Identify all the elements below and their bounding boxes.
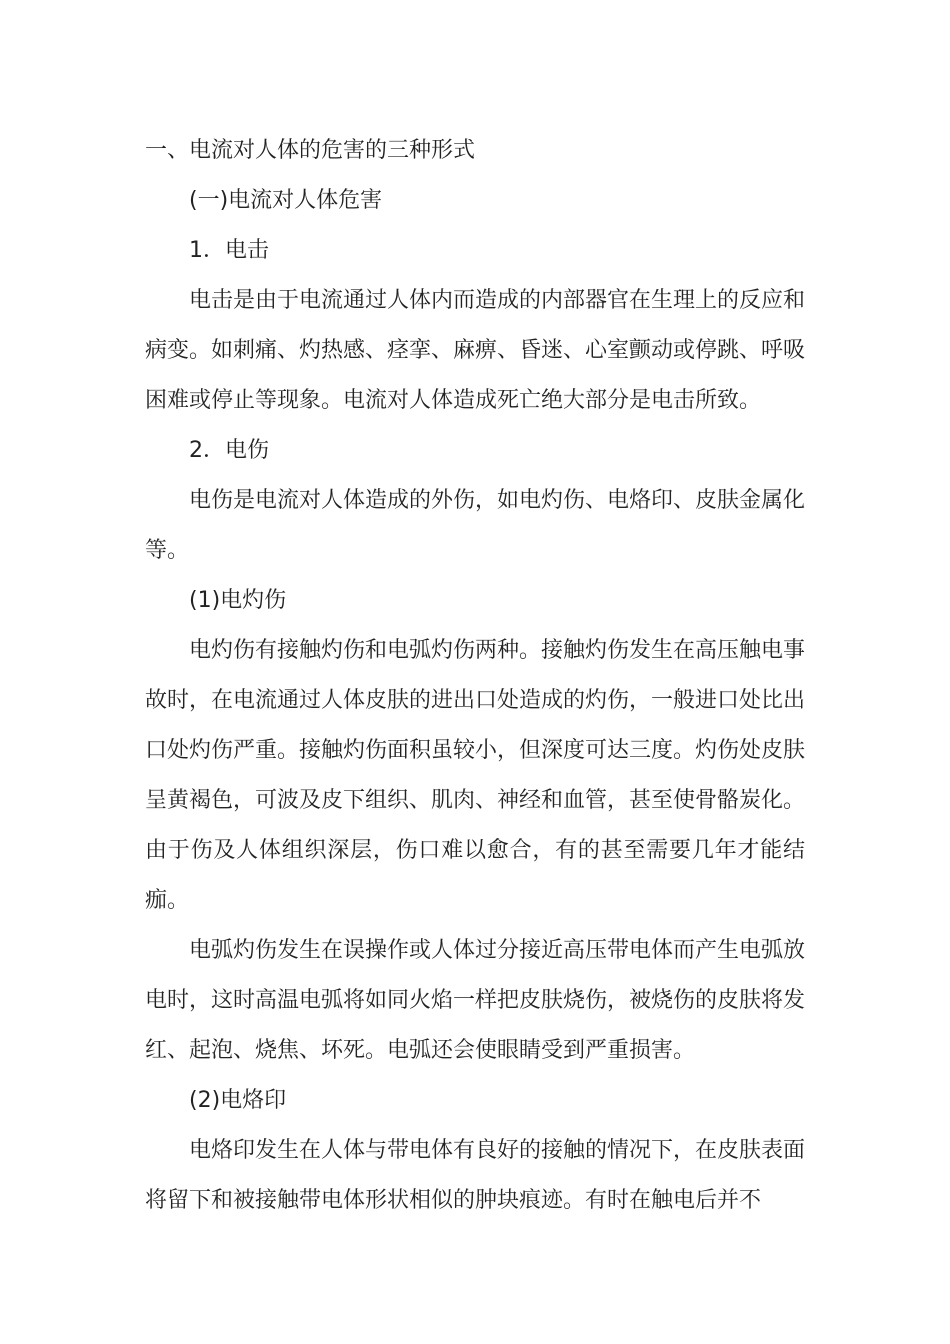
- paragraph-arc-burn: 电弧灼伤发生在误操作或人体过分接近高压带电体而产生电弧放电时，这时高温电弧将如同火焰一样把皮肤烧伤，被烧伤的皮肤将发红、起泡、烧焦、坏死。电弧还会使眼睛受到严重损害。: [145, 938, 806, 1063]
- paragraph-electric-injury: 电伤是电流对人体造成的外伤，如电灼伤、电烙印、皮肤金属化等。: [145, 488, 806, 563]
- paragraph-electric-mark: 电烙印发生在人体与带电体有良好的接触的情况下，在皮肤表面将留下和被接触带电体形状相似的肿块痕迹。有时在触电后并不: [145, 1138, 806, 1213]
- paragraph-contact-burn: 电灼伤有接触灼伤和电弧灼伤两种。接触灼伤发生在高压触电事故时，在电流通过人体皮肤的进出口处造成的灼伤，一般进口处比出口处灼伤严重。接触灼伤面积虽较小，但深度可达三度。灼伤处皮肤呈黄褐色，可波及皮下组织、肌肉、神经和血管，甚至使骨骼炭化。由于伤及人体组织深层，伤口难以愈合，有的甚至需要几年才能结痂。: [145, 638, 806, 913]
- heading-electric-shock: 1．电击: [189, 238, 269, 263]
- document-body: [145, 126, 805, 1226]
- sub-heading: (一)电流对人体危害: [189, 188, 383, 213]
- heading-electric-mark: (2)电烙印: [189, 1088, 287, 1113]
- heading-electric-burn: (1)电灼伤: [189, 588, 287, 613]
- paragraph-electric-shock: 电击是由于电流通过人体内而造成的内部器官在生理上的反应和病变。如刺痛、灼热感、痉挛、麻痹、昏迷、心室颤动或停跳、呼吸困难或停止等现象。电流对人体造成死亡绝大部分是电击所致。: [145, 288, 806, 413]
- heading-electric-injury: 2．电伤: [189, 438, 269, 463]
- section-title: 一、电流对人体的危害的三种形式: [145, 138, 476, 163]
